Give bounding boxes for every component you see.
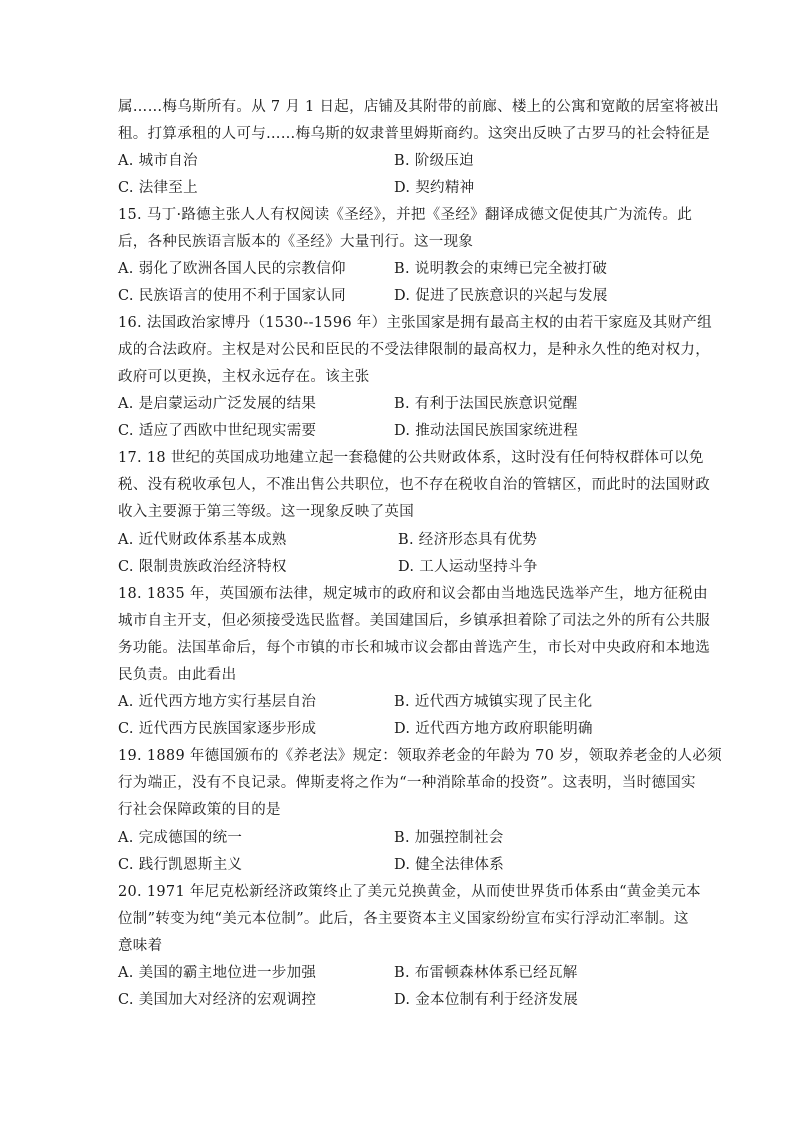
question-16-option-c: C. 适应了西欧中世纪现实需要 (118, 423, 317, 439)
question-18-option-c: C. 近代西方民族国家逐步形成 (118, 721, 317, 737)
question-20-text-line: 位制”转变为纯“美元本位制”。此后，各主要资本主义国家纷纷宣布实行浮动汇率制。这 (118, 911, 689, 927)
question-16-option-a: A. 是启蒙运动广泛发展的结果 (118, 396, 317, 412)
question-18-option-b: B. 近代西方城镇实现了民主化 (394, 694, 593, 710)
question-17-option-b: B. 经济形态具有优势 (398, 532, 538, 548)
question-15-option-b: B. 说明教会的束缚已完全被打破 (394, 261, 608, 277)
question-17-text-line: 收入主要源于第三等级。这一现象反映了英国 (118, 504, 414, 520)
question-16-text-line: 成的合法政府。主权是对公民和臣民的不受法律限制的最高权力，是种永久性的绝对权力， (118, 342, 710, 358)
question-19-option-c: C. 践行凯恩斯主义 (118, 857, 243, 873)
question-16-text-line: 16. 法国政治家博丹（1530--1596 年）主张国家是拥有最高主权的由若干家庭及其财产组 (118, 315, 712, 331)
question-15-option-a: A. 弱化了欧洲各国人民的宗教信仰 (118, 261, 346, 277)
question-17-text-line: 17. 18 世纪的英国成功地建立起一套稳健的公共财政体系，这时没有任何特权群体可以免 (118, 450, 704, 466)
question-20-text-line: 20. 1971 年尼克松新经济政策终止了美元兑换黄金，从而使世界货币体系由“黄金美元本 (118, 884, 701, 900)
question-14-text-line: 属……梅乌斯所有。从 7 月 1 日起，店铺及其附带的前廊、楼上的公寓和宽敞的居室将被出 (118, 99, 720, 115)
question-18-text-line: 18. 1835 年，英国颁布法律，规定城市的政府和议会都由当地选民选举产生，地方征税由 (118, 586, 708, 602)
question-17-text-line: 税、没有税收承包人，不准出售公共职位，也不存在税收自治的管辖区，而此时的法国财政 (118, 477, 710, 493)
question-17-option-a: A. 近代财政体系基本成熟 (118, 532, 287, 548)
question-18-option-d: D. 近代西方地方政府职能明确 (394, 721, 593, 737)
question-20-option-a: A. 美国的霸主地位进一步加强 (118, 965, 317, 981)
question-14-option-c: C. 法律至上 (118, 180, 198, 196)
question-16-option-d: D. 推动法国民族国家统进程 (394, 423, 579, 439)
question-18-option-a: A. 近代西方地方实行基层自治 (118, 694, 317, 710)
question-17-option-c: C. 限制贵族政治经济特权 (118, 559, 287, 575)
question-17-option-d: D. 工人运动坚持斗争 (398, 559, 538, 575)
question-20-option-d: D. 金本位制有利于经济发展 (394, 992, 579, 1008)
question-19-text-line: 行社会保障政策的目的是 (118, 802, 281, 818)
question-16-option-b: B. 有利于法国民族意识觉醒 (394, 396, 578, 412)
question-20-text-line: 意味着 (118, 938, 163, 954)
question-15-text-line: 后，各种民族语言版本的《圣经》大量刊行。这一现象 (118, 234, 474, 250)
question-15-option-c: C. 民族语言的使用不利于国家认同 (118, 288, 346, 304)
question-18-text-line: 城市自主开支，但必须接受选民监督。美国建国后，乡镇承担着除了司法之外的所有公共服 (118, 613, 710, 629)
question-14-option-a: A. 城市自治 (118, 153, 198, 169)
question-19-option-a: A. 完成德国的统一 (118, 830, 243, 846)
question-19-option-d: D. 健全法律体系 (394, 857, 505, 873)
question-14-option-d: D. 契约精神 (394, 180, 475, 196)
question-18-text-line: 务功能。法国革命后，每个市镇的市长和城市议会都由普选产生，市长对中央政府和本地选 (118, 640, 710, 656)
question-19-text-line: 行为端正，没有不良记录。俾斯麦将之作为“一种消除革命的投资”。这表明，当时德国实 (118, 775, 696, 791)
question-18-text-line: 民负责。由此看出 (118, 667, 237, 683)
question-15-option-d: D. 促进了民族意识的兴起与发展 (394, 288, 608, 304)
question-16-text-line: 政府可以更换，主权永远存在。该主张 (118, 369, 370, 385)
question-15-text-line: 15. 马丁·路德主张人人有权阅读《圣经》，并把《圣经》翻译成德文促使其广为流传。此 (118, 207, 693, 223)
question-14-text-line: 租。打算承租的人可与……梅乌斯的奴隶普里姆斯商约。这突出反映了古罗马的社会特征是 (118, 126, 710, 142)
question-20-option-b: B. 布雷顿森林体系已经瓦解 (394, 965, 578, 981)
question-19-text-line: 19. 1889 年德国颁布的《养老法》规定：领取养老金的年龄为 70 岁，领取养老金的人必须 (118, 748, 722, 764)
question-20-option-c: C. 美国加大对经济的宏观调控 (118, 992, 317, 1008)
question-19-option-b: B. 加强控制社会 (394, 830, 504, 846)
question-14-option-b: B. 阶级压迫 (394, 153, 474, 169)
